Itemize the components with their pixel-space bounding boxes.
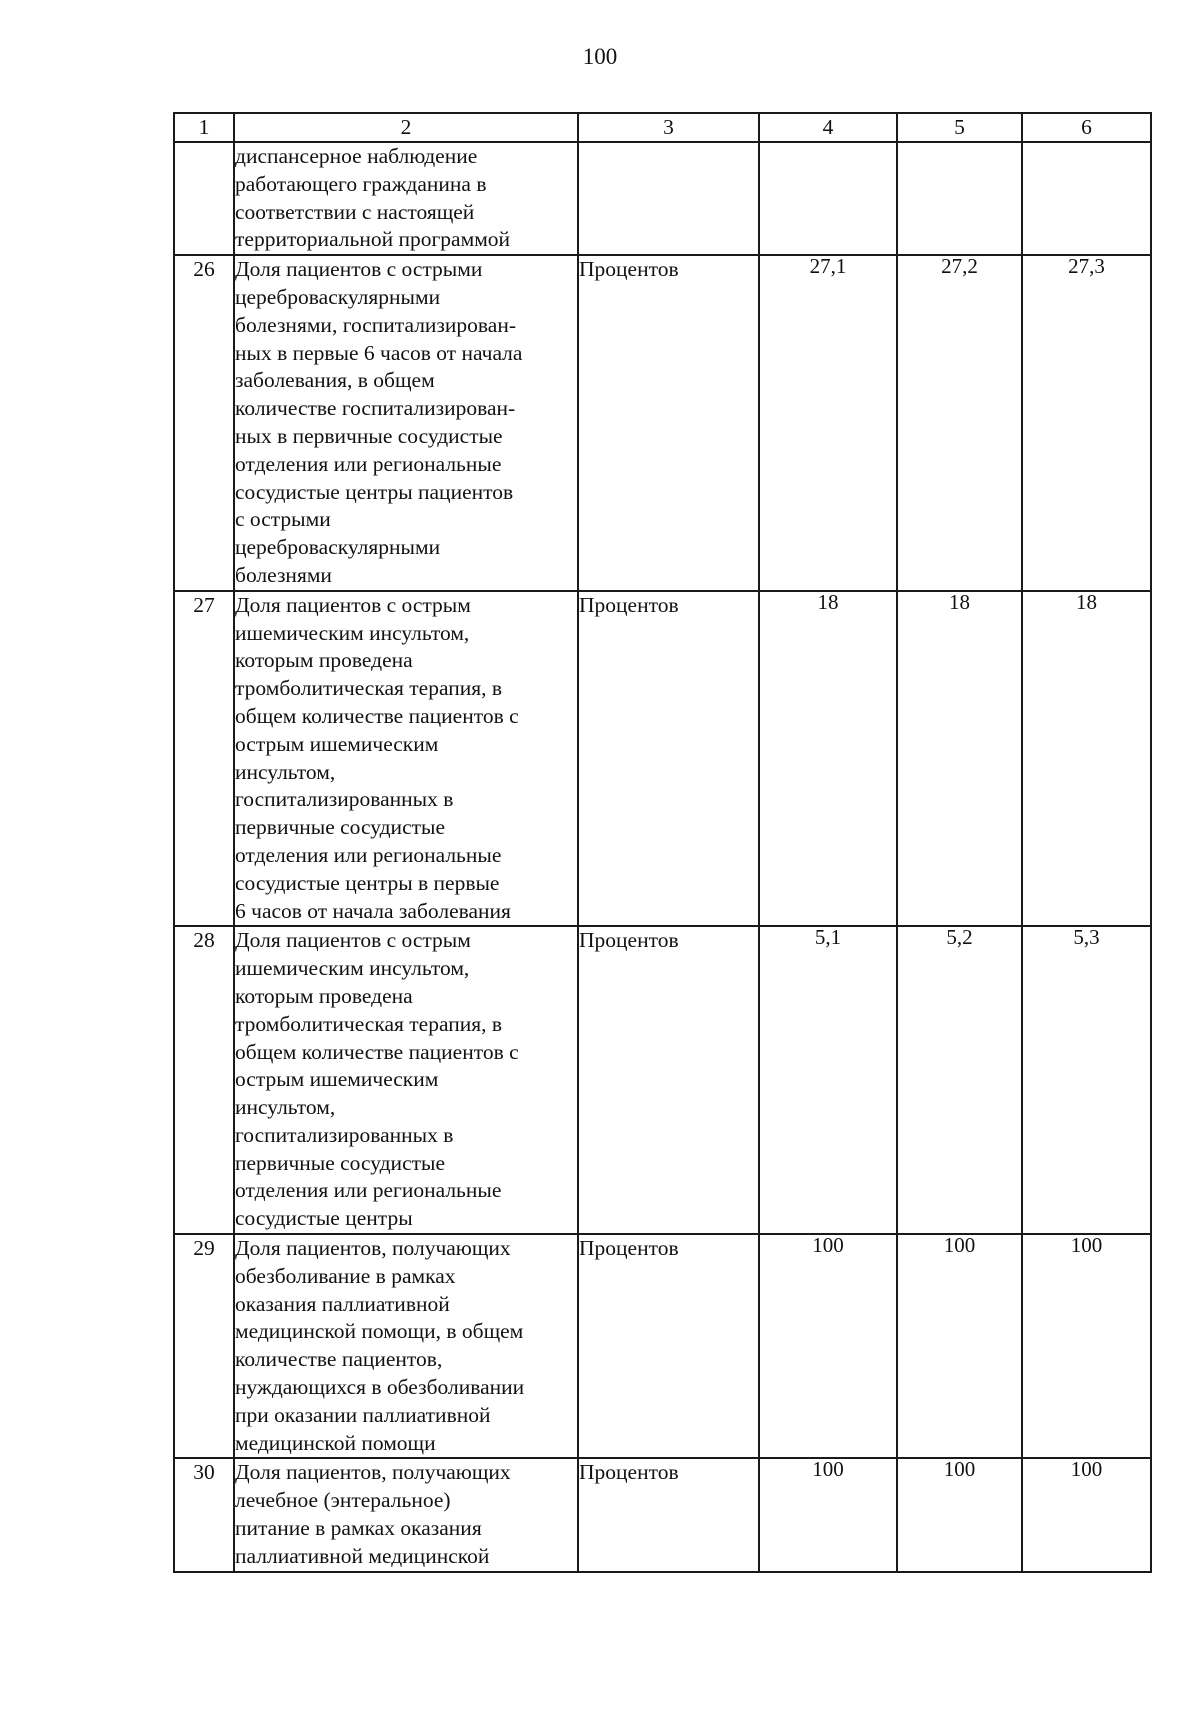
value-col-4	[759, 255, 897, 591]
value-col-4	[759, 142, 897, 255]
value-col-5	[897, 591, 1022, 927]
indicator-description: Доля пациентов с острым ишемическим инсультом, которым проведена тромболитическая терапия, в общем количестве пациентов с острым ишемическим инсультом, госпитализированных в первичные сосудистые отделения или региональные сосудистые центры	[234, 926, 578, 1234]
value-text: 100	[1070, 1457, 1103, 1482]
row-number	[174, 142, 234, 255]
value-col-4	[759, 1234, 897, 1458]
row-number: 26	[174, 255, 234, 591]
value-text: 27,2	[941, 254, 978, 279]
indicator-description: Доля пациентов с острым ишемическим инсультом, которым проведена тромболитическая терапия, в общем количестве пациентов с острым ишемическим инсультом, госпитализированных в первичные сосудистые отделения или региональные сосудистые центры в первые 6 часов от начала заболевания	[234, 591, 578, 927]
indicator-description: диспансерное наблюдение работающего гражданина в соответствии с настоящей территориальной программой	[234, 142, 578, 255]
table-row	[174, 1234, 1151, 1458]
row-number: 28	[174, 926, 234, 1234]
column-header: 5	[897, 113, 1022, 142]
indicators-table	[173, 112, 1152, 1573]
indicator-description: Доля пациентов, получающих обезболивание в рамках оказания паллиативной медицинской помощи, в общем количестве пациентов, нуждающихся в обезболивании при оказании паллиативной медицинской помощи	[234, 1234, 578, 1458]
table-row	[174, 591, 1151, 927]
unit-cell: Процентов	[578, 1458, 759, 1571]
unit-cell: Процентов	[578, 591, 759, 927]
value-text: 5,1	[814, 925, 842, 950]
value-text: 100	[812, 1233, 844, 1258]
table-row	[174, 1458, 1151, 1571]
value-col-6	[1022, 926, 1151, 1234]
value-text: 27,1	[809, 254, 847, 279]
table-row	[174, 142, 1151, 255]
indicator-description: Доля пациентов с острыми цереброваскулярными болезнями, госпитализирован- ных в первые 6 часов от начала заболевания, в общем количестве госпитализирован- ных в первичные сосудистые отделения или региональные сосудистые центры пациентов с острыми цереброваскулярными болезнями	[234, 255, 578, 591]
value-col-6	[1022, 255, 1151, 591]
indicator-description: Доля пациентов, получающих лечебное (энтеральное) питание в рамках оказания паллиативной медицинской	[234, 1458, 578, 1571]
value-text: 100	[1070, 1233, 1103, 1258]
value-text: 5,2	[946, 925, 973, 950]
value-text: 5,3	[1073, 925, 1100, 950]
row-number: 27	[174, 591, 234, 927]
value-col-5	[897, 255, 1022, 591]
table-header-row	[174, 113, 1151, 142]
table-row	[174, 926, 1151, 1234]
value-col-6	[1022, 142, 1151, 255]
unit-cell: Процентов	[578, 926, 759, 1234]
value-col-5	[897, 142, 1022, 255]
value-text: 18	[817, 589, 839, 614]
column-header: 4	[759, 113, 897, 142]
value-col-6	[1022, 1458, 1151, 1571]
table-row	[174, 255, 1151, 591]
value-text: 18	[1076, 589, 1097, 614]
unit-cell	[578, 142, 759, 255]
value-col-4	[759, 591, 897, 927]
value-text: 18	[949, 589, 970, 614]
value-col-5	[897, 926, 1022, 1234]
value-col-6	[1022, 1234, 1151, 1458]
column-header: 6	[1022, 113, 1151, 142]
value-text: 100	[812, 1457, 844, 1482]
value-col-5	[897, 1234, 1022, 1458]
column-header: 3	[578, 113, 759, 142]
value-text: 27,3	[1068, 254, 1105, 279]
row-number: 29	[174, 1234, 234, 1458]
row-number: 30	[174, 1458, 234, 1571]
value-col-6	[1022, 591, 1151, 927]
unit-cell: Процентов	[578, 1234, 759, 1458]
column-header: 1	[174, 113, 234, 142]
value-col-4	[759, 926, 897, 1234]
page-number: 100	[582, 44, 618, 69]
value-col-4	[759, 1458, 897, 1571]
column-header: 2	[234, 113, 578, 142]
value-col-5	[897, 1458, 1022, 1571]
value-text: 100	[943, 1233, 976, 1258]
unit-cell: Процентов	[578, 255, 759, 591]
value-text: 100	[943, 1457, 976, 1482]
